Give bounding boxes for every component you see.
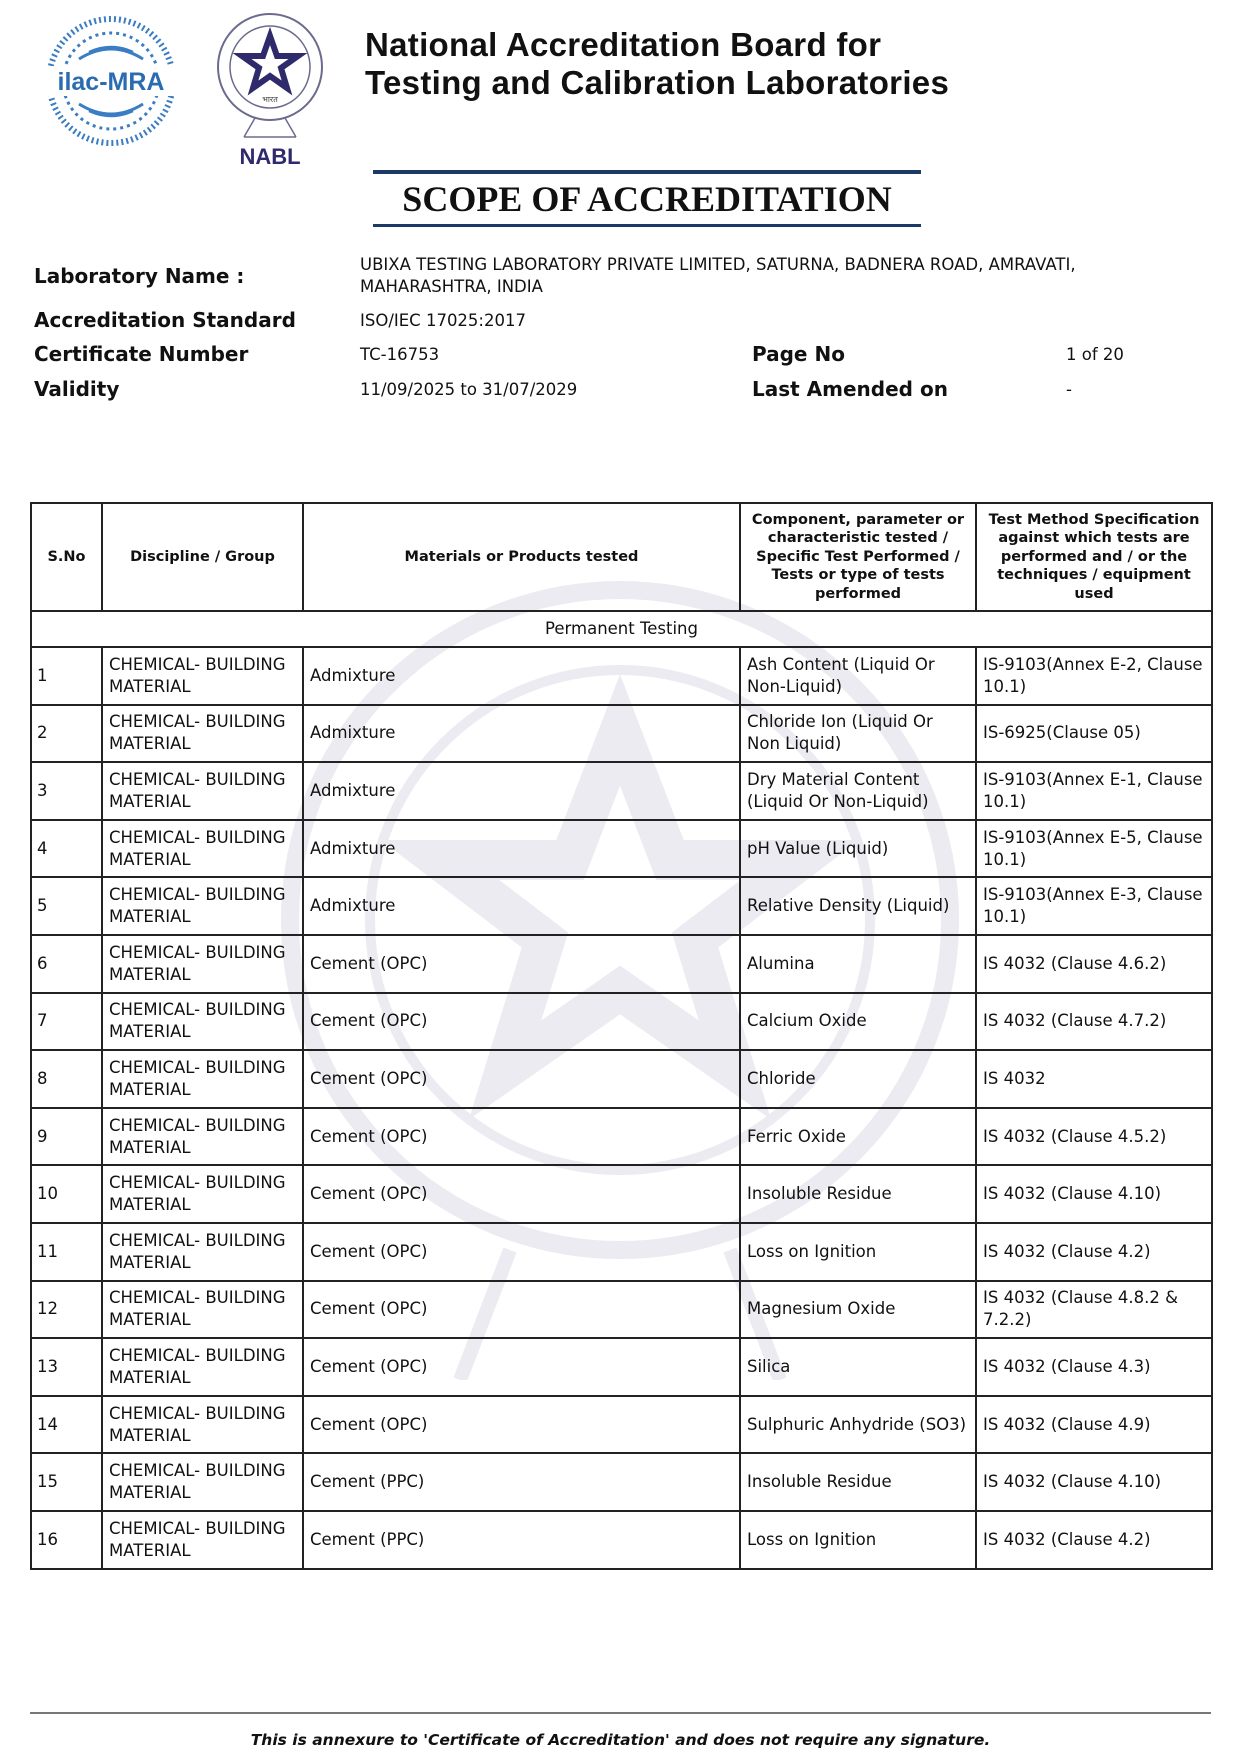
cell-material: Cement (OPC) bbox=[303, 1223, 740, 1281]
cell-discipline: CHEMICAL- BUILDING MATERIAL bbox=[102, 1050, 303, 1108]
cell-component: Ferric Oxide bbox=[740, 1108, 976, 1166]
footer-divider bbox=[30, 1712, 1211, 1714]
certificate-label: Certificate Number bbox=[34, 342, 249, 366]
cell-component: Silica bbox=[740, 1338, 976, 1396]
cell-discipline: CHEMICAL- BUILDING MATERIAL bbox=[102, 1396, 303, 1454]
cell-sno: 5 bbox=[31, 877, 102, 935]
cell-method: IS 4032 (Clause 4.2) bbox=[976, 1223, 1212, 1281]
header-method: Test Method Specification against which tests are performed and / or the techniques / equipment used bbox=[976, 503, 1212, 611]
certificate-value: TC-16753 bbox=[360, 345, 440, 364]
cell-discipline: CHEMICAL- BUILDING MATERIAL bbox=[102, 1165, 303, 1223]
cell-material: Admixture bbox=[303, 820, 740, 878]
page-no-value: 1 of 20 bbox=[1066, 345, 1124, 364]
cell-component: Loss on Ignition bbox=[740, 1223, 976, 1281]
cell-component: pH Value (Liquid) bbox=[740, 820, 976, 878]
header-materials: Materials or Products tested bbox=[303, 503, 740, 611]
cell-method: IS-9103(Annex E-2, Clause 10.1) bbox=[976, 647, 1212, 705]
table-row bbox=[31, 820, 1212, 878]
table-row bbox=[31, 1511, 1212, 1569]
cell-material: Cement (OPC) bbox=[303, 1281, 740, 1339]
cell-sno: 13 bbox=[31, 1338, 102, 1396]
table-row bbox=[31, 1453, 1212, 1511]
organization-title-line-2: Testing and Calibration Laboratories bbox=[365, 64, 950, 101]
page-no-label: Page No bbox=[752, 342, 845, 366]
cell-material: Cement (OPC) bbox=[303, 1165, 740, 1223]
cell-method: IS-6925(Clause 05) bbox=[976, 705, 1212, 763]
cell-method: IS 4032 (Clause 4.7.2) bbox=[976, 993, 1212, 1051]
svg-text:NABL: NABL bbox=[239, 144, 301, 169]
organization-title-line-1: National Accreditation Board for bbox=[365, 26, 882, 63]
cell-material: Admixture bbox=[303, 762, 740, 820]
cell-method: IS-9103(Annex E-5, Clause 10.1) bbox=[976, 820, 1212, 878]
last-amended-value: - bbox=[1066, 380, 1072, 399]
cell-component: Insoluble Residue bbox=[740, 1453, 976, 1511]
nabl-logo bbox=[210, 12, 330, 172]
cell-discipline: CHEMICAL- BUILDING MATERIAL bbox=[102, 705, 303, 763]
table-row bbox=[31, 1281, 1212, 1339]
cell-component: Chloride Ion (Liquid Or Non Liquid) bbox=[740, 705, 976, 763]
cell-discipline: CHEMICAL- BUILDING MATERIAL bbox=[102, 935, 303, 993]
organization-title bbox=[365, 26, 949, 102]
cell-discipline: CHEMICAL- BUILDING MATERIAL bbox=[102, 877, 303, 935]
cell-discipline: CHEMICAL- BUILDING MATERIAL bbox=[102, 1453, 303, 1511]
cell-discipline: CHEMICAL- BUILDING MATERIAL bbox=[102, 762, 303, 820]
cell-component: Chloride bbox=[740, 1050, 976, 1108]
table-row bbox=[31, 762, 1212, 820]
table-row bbox=[31, 993, 1212, 1051]
cell-component: Magnesium Oxide bbox=[740, 1281, 976, 1339]
svg-text:ilac-MRA: ilac-MRA bbox=[57, 68, 165, 96]
cell-discipline: CHEMICAL- BUILDING MATERIAL bbox=[102, 993, 303, 1051]
cell-sno: 14 bbox=[31, 1396, 102, 1454]
cell-discipline: CHEMICAL- BUILDING MATERIAL bbox=[102, 1108, 303, 1166]
cell-discipline: CHEMICAL- BUILDING MATERIAL bbox=[102, 647, 303, 705]
cell-method: IS 4032 (Clause 4.3) bbox=[976, 1338, 1212, 1396]
cell-method: IS 4032 (Clause 4.8.2 & 7.2.2) bbox=[976, 1281, 1212, 1339]
cell-sno: 16 bbox=[31, 1511, 102, 1569]
ilac-mra-logo bbox=[44, 14, 179, 149]
cell-material: Cement (PPC) bbox=[303, 1453, 740, 1511]
cell-component: Alumina bbox=[740, 935, 976, 993]
cell-sno: 11 bbox=[31, 1223, 102, 1281]
cell-material: Cement (OPC) bbox=[303, 1396, 740, 1454]
table-row bbox=[31, 935, 1212, 993]
header-sno: S.No bbox=[31, 503, 102, 611]
cell-material: Admixture bbox=[303, 647, 740, 705]
cell-method: IS 4032 (Clause 4.10) bbox=[976, 1165, 1212, 1223]
cell-method: IS 4032 (Clause 4.2) bbox=[976, 1511, 1212, 1569]
cell-discipline: CHEMICAL- BUILDING MATERIAL bbox=[102, 1281, 303, 1339]
cell-sno: 2 bbox=[31, 705, 102, 763]
title-rule-top bbox=[373, 170, 921, 174]
title-rule-bottom bbox=[373, 224, 921, 227]
lab-name-label: Laboratory Name : bbox=[34, 264, 245, 288]
scope-table bbox=[30, 502, 1213, 1570]
lab-name-line-1: UBIXA TESTING LABORATORY PRIVATE LIMITED, SATURNA, BADNERA ROAD, AMRAVATI, bbox=[360, 255, 1076, 274]
cell-component: Insoluble Residue bbox=[740, 1165, 976, 1223]
cell-method: IS 4032 (Clause 4.6.2) bbox=[976, 935, 1212, 993]
cell-material: Cement (PPC) bbox=[303, 1511, 740, 1569]
cell-method: IS 4032 (Clause 4.9) bbox=[976, 1396, 1212, 1454]
cell-method: IS 4032 (Clause 4.10) bbox=[976, 1453, 1212, 1511]
table-row bbox=[31, 1050, 1212, 1108]
cell-discipline: CHEMICAL- BUILDING MATERIAL bbox=[102, 1223, 303, 1281]
cell-sno: 6 bbox=[31, 935, 102, 993]
cell-component: Sulphuric Anhydride (SO3) bbox=[740, 1396, 976, 1454]
footer-note: This is annexure to 'Certificate of Accreditation' and does not require any signature. bbox=[250, 1731, 991, 1749]
cell-sno: 8 bbox=[31, 1050, 102, 1108]
validity-label: Validity bbox=[34, 377, 120, 401]
cell-method: IS 4032 (Clause 4.5.2) bbox=[976, 1108, 1212, 1166]
cell-material: Cement (OPC) bbox=[303, 1338, 740, 1396]
cell-component: Loss on Ignition bbox=[740, 1511, 976, 1569]
cell-sno: 15 bbox=[31, 1453, 102, 1511]
cell-sno: 7 bbox=[31, 993, 102, 1051]
cell-discipline: CHEMICAL- BUILDING MATERIAL bbox=[102, 1511, 303, 1569]
header-component: Component, parameter or characteristic tested / Specific Test Performed / Tests or type of tests performed bbox=[740, 503, 976, 611]
section-row bbox=[31, 611, 1212, 647]
cell-material: Admixture bbox=[303, 705, 740, 763]
table-row bbox=[31, 1165, 1212, 1223]
cell-material: Cement (OPC) bbox=[303, 935, 740, 993]
section-label: Permanent Testing bbox=[31, 611, 1212, 647]
lab-name-line-2: MAHARASHTRA, INDIA bbox=[360, 277, 543, 296]
table-row bbox=[31, 705, 1212, 763]
table-row bbox=[31, 1396, 1212, 1454]
cell-sno: 12 bbox=[31, 1281, 102, 1339]
cell-method: IS 4032 bbox=[976, 1050, 1212, 1108]
cell-method: IS-9103(Annex E-1, Clause 10.1) bbox=[976, 762, 1212, 820]
cell-sno: 10 bbox=[31, 1165, 102, 1223]
standard-value: ISO/IEC 17025:2017 bbox=[360, 311, 526, 330]
cell-component: Dry Material Content (Liquid Or Non-Liquid) bbox=[740, 762, 976, 820]
cell-material: Cement (OPC) bbox=[303, 1050, 740, 1108]
cell-material: Admixture bbox=[303, 877, 740, 935]
last-amended-label: Last Amended on bbox=[752, 377, 948, 401]
svg-text:भारत: भारत bbox=[262, 95, 278, 104]
cell-material: Cement (OPC) bbox=[303, 1108, 740, 1166]
cell-discipline: CHEMICAL- BUILDING MATERIAL bbox=[102, 1338, 303, 1396]
cell-material: Cement (OPC) bbox=[303, 993, 740, 1051]
lab-name-value bbox=[360, 254, 1076, 298]
table-row bbox=[31, 1108, 1212, 1166]
cell-method: IS-9103(Annex E-3, Clause 10.1) bbox=[976, 877, 1212, 935]
cell-sno: 3 bbox=[31, 762, 102, 820]
cell-sno: 9 bbox=[31, 1108, 102, 1166]
cell-sno: 4 bbox=[31, 820, 102, 878]
cell-sno: 1 bbox=[31, 647, 102, 705]
table-row bbox=[31, 1338, 1212, 1396]
table-row bbox=[31, 877, 1212, 935]
header-discipline: Discipline / Group bbox=[102, 503, 303, 611]
cell-component: Relative Density (Liquid) bbox=[740, 877, 976, 935]
cell-component: Ash Content (Liquid Or Non-Liquid) bbox=[740, 647, 976, 705]
document-title: SCOPE OF ACCREDITATION bbox=[402, 179, 892, 219]
cell-discipline: CHEMICAL- BUILDING MATERIAL bbox=[102, 820, 303, 878]
table-header-row bbox=[31, 503, 1212, 611]
table-row bbox=[31, 1223, 1212, 1281]
cell-component: Calcium Oxide bbox=[740, 993, 976, 1051]
validity-value: 11/09/2025 to 31/07/2029 bbox=[360, 380, 578, 399]
table-row bbox=[31, 647, 1212, 705]
standard-label: Accreditation Standard bbox=[34, 308, 296, 332]
